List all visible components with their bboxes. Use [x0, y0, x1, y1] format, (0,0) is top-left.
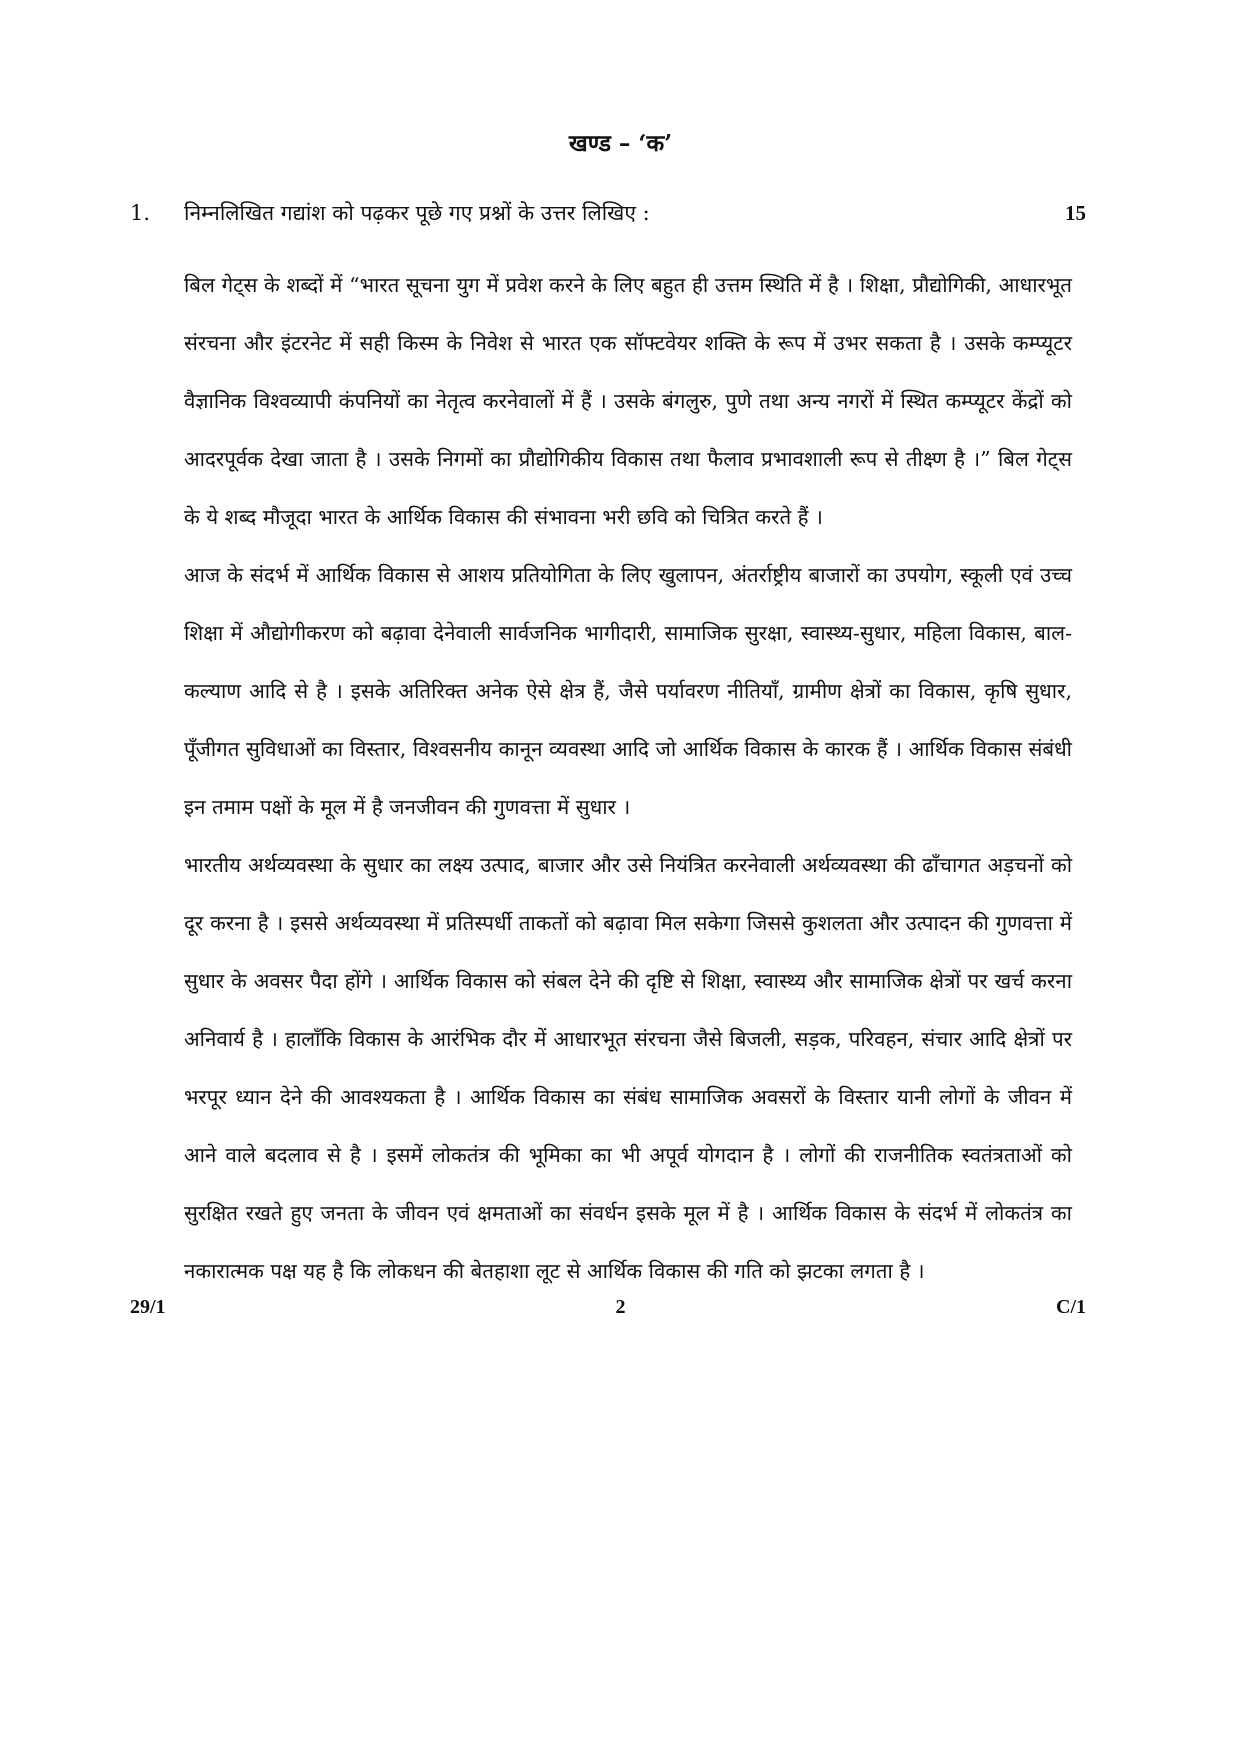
paper-code: 29/1: [130, 1296, 166, 1318]
passage-paragraph-3: भारतीय अर्थव्यवस्था के सुधार का लक्ष्य उत्पाद, बाजार और उसे नियंत्रित करनेवाली अर्थव्यवस्था की ढाँचागत अड़चनों को दूर करना है । इससे अर्थव्यवस्था में प्रतिस्पर्धी ताकतों को बढ़ावा मिल सकेगा जिससे कुशलता और उत्पादन की गुणवत्ता में सुधार के अवसर पैदा होंगे । आर्थिक विकास को संबल देने की दृष्टि से शिक्षा, स्वास्थ्य और सामाजिक क्षेत्रों पर खर्च करना अनिवार्य है । हालाँकि विकास के आरंभिक दौर में आधारभूत संरचना जैसे बिजली, सड़क, परिवहन, संचार आदि क्षेत्रों पर भरपूर ध्यान देने की आवश्यकता है । आर्थिक विकास का संबंध सामाजिक अवसरों के विस्तार यानी लोगों के जीवन में आने वाले बदलाव से है । इसमें लोकतंत्र की भूमिका का भी अपूर्व योगदान है । लोगों की राजनीतिक स्वतंत्रताओं को सुरक्षित रखते हुए जनता के जीवन एवं क्षमताओं का संवर्धन इसके मूल में है । आर्थिक विकास के संदर्भ में लोकतंत्र का नकारात्मक पक्ष यह है कि लोकधन की बेतहाशा लूट से आर्थिक विकास की गति को झटका लगता है ।: [184, 853, 1072, 1283]
set-code: C/1: [1056, 1296, 1086, 1318]
passage-paragraph-1: बिल गेट्स के शब्दों में “भारत सूचना युग में प्रवेश करने के लिए बहुत ही उत्तम स्थिति में है । शिक्षा, प्रौद्योगिकी, आधारभूत संरचना और इंटरनेट में सही किस्म के निवेश से भारत एक सॉफ्टवेयर शक्ति के रूप में उभर सकता है । उसके कम्प्यूटर वैज्ञानिक विश्वव्यापी कंपनियों का नेतृत्व करनेवालों में हैं । उसके बंगलुरु, पुणे तथा अन्य नगरों में स्थित कम्प्यूटर केंद्रों को आदरपूर्वक देखा जाता है । उसके निगमों का प्रौद्योगिकीय विकास तथा फैलाव प्रभावशाली रूप से तीक्ष्ण है ।” बिल गेट्स के ये शब्द मौजूदा भारत के आर्थिक विकास की संभावना भरी छवि को चित्रित करते हैं ।: [184, 273, 1072, 529]
question-instruction: निम्नलिखित गद्यांश को पढ़कर पूछे गए प्रश्नों के उत्तर लिखिए :: [184, 201, 650, 225]
section-heading: खण्ड – ‘क’: [568, 130, 673, 157]
passage-paragraph-2: आज के संदर्भ में आर्थिक विकास से आशय प्रतियोगिता के लिए खुलापन, अंतर्राष्ट्रीय बाजारों का उपयोग, स्कूली एवं उच्च शिक्षा में औद्योगीकरण को बढ़ावा देनेवाली सार्वजनिक भागीदारी, सामाजिक सुरक्षा, स्वास्थ्य-सुधार, महिला विकास, बाल-कल्याण आदि से है । इसके अतिरिक्त अनेक ऐसे क्षेत्र हैं, जैसे पर्यावरण नीतियाँ, ग्रामीण क्षेत्रों का विकास, कृषि सुधार, पूँजीगत सुविधाओं का विस्तार, विश्वसनीय कानून व्यवस्था आदि जो आर्थिक विकास के कारक हैं । आर्थिक विकास संबंधी इन तमाम पक्षों के मूल में है जनजीवन की गुणवत्ता में सुधार ।: [184, 563, 1072, 819]
question-number: 1.: [130, 201, 151, 225]
passage: [184, 256, 1072, 1300]
page-number: 2: [615, 1296, 626, 1318]
question-header: [0, 196, 1241, 232]
question-marks: 15: [1065, 201, 1086, 225]
page-footer: [0, 1292, 1241, 1322]
